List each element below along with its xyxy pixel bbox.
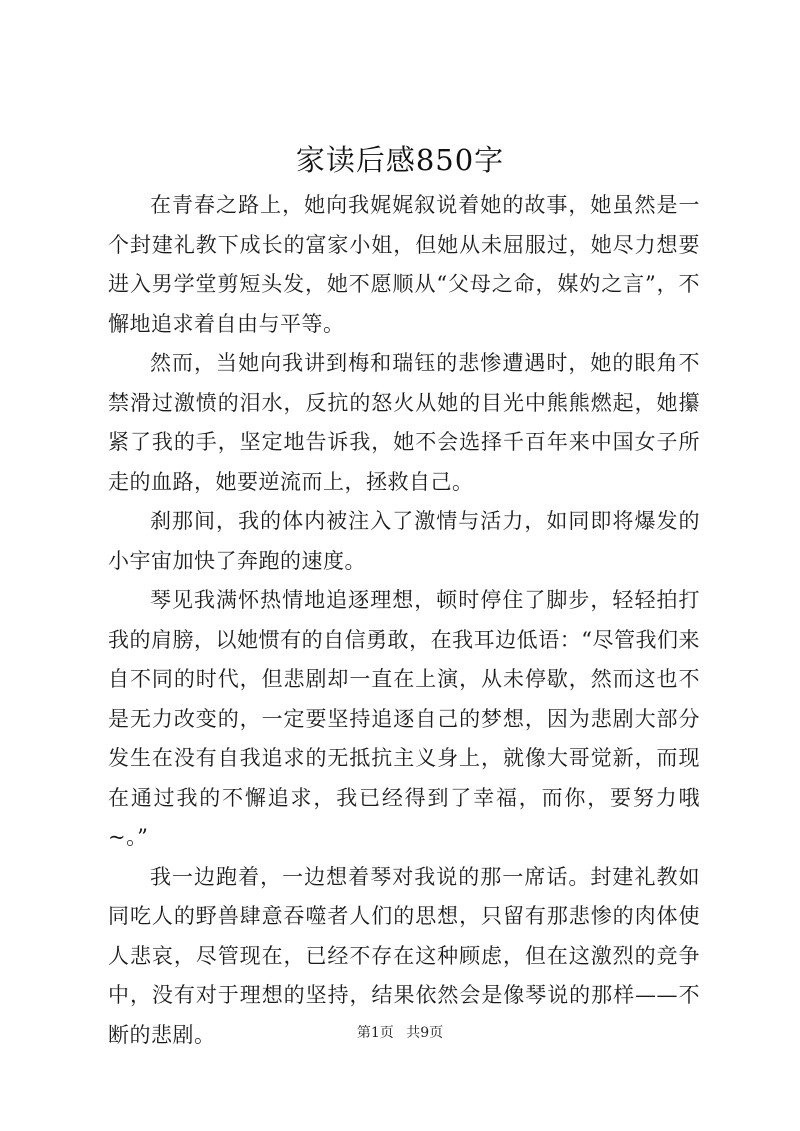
paragraph-2: 然而，当她向我讲到梅和瑞钰的悲惨遭遇时，她的眼角不禁滑过激愤的泪水，反抗的怒火从她的目光中熊熊燃起，她攥紧了我的手，坚定地告诉我，她不会选择千百年来中国女子所走的血路，她要逆流而上，拯救自己。: [108, 351, 700, 494]
page-number: 第1页: [356, 1025, 394, 1041]
paragraph-4: 琴见我满怀热情地追逐理想，顿时停住了脚步，轻轻拍打我的肩膀，以她惯有的自信勇敢，在我耳边低语：“尽管我们来自不同的时代，但悲剧却一直在上演，从未停歇，然而这也不是无力改变的，一定要坚持追逐自己的梦想，因为悲剧大部分发生在没有自我追求的无抵抗主义身上，就像大哥觉新，而现在通过我的不懈追求，我已经得到了幸福，而你，要努力哦~。”: [108, 588, 700, 849]
page-footer: [0, 1022, 800, 1042]
paragraph-5: 我一边跑着，一边想着琴对我说的那一席话。封建礼教如同吃人的野兽肆意吞噬者人们的思想，只留有那悲惨的肉体使人悲哀，尽管现在，已经不存在这种顾虑，但在这激烈的竞争中，没有对于理想的坚持，结果依然会是像琴说的那样——不断的悲剧。: [108, 864, 700, 1047]
paragraph-3: 刹那间，我的体内被注入了激情与活力，如同即将爆发的小宇宙加快了奔跑的速度。: [108, 509, 700, 573]
document-title: 家读后感850字: [295, 143, 505, 177]
document-body: [108, 186, 700, 1055]
paragraph-1: 在青春之路上，她向我娓娓叙说着她的故事，她虽然是一个封建礼教下成长的富家小姐，但她从未屈服过，她尽力想要进入男学堂剪短头发，她不愿顺从“父母之命，媒妁之言”，不懈地追求着自由与平等。: [108, 193, 700, 336]
page-total: 共9页: [406, 1025, 444, 1041]
